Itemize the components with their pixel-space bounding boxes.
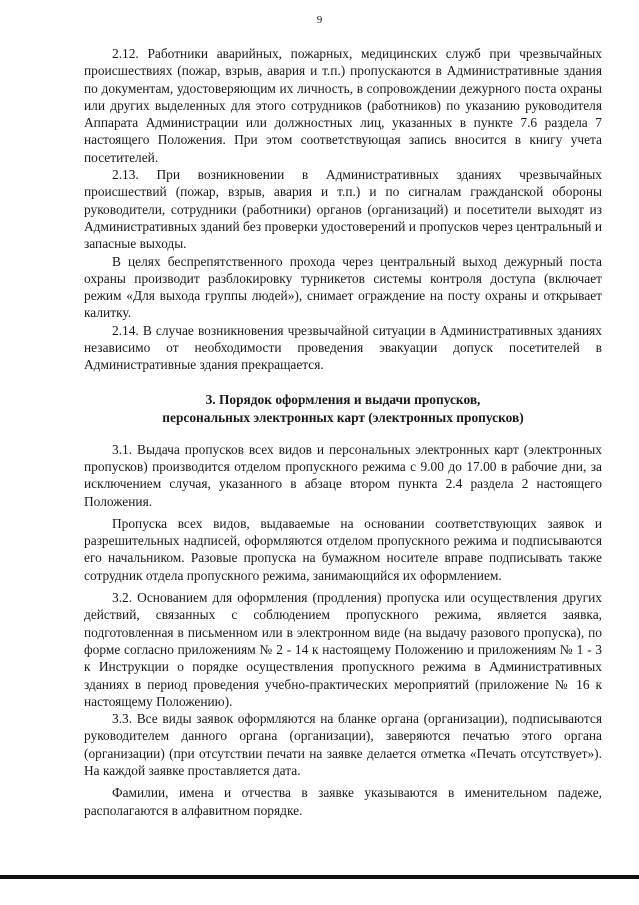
paragraph-2-13-exit: В целях беспрепятственного прохода через центральный выход дежурный поста охраны производит разблокировку турникетов системы контроля доступа (включает режим «Для выхода группы людей»), снимает ограждение на посту охраны и открывает калитку. <box>84 253 602 321</box>
paragraph-2-12: 2.12. Работники аварийных, пожарных, медицинских служб при чрезвычайных происшествиях (пожар, взрыв, авария и т.п.) пропускаются в Административные здания по документам, удостоверяющим их личность, в сопровождении дежурного поста охраны или других выделенных для этого сотрудников (работников) по указанию руководителя Аппарата Администрации или должностных лиц, указанных в пункте 7.6 раздела 7 настоящего Положения. При этом соответствующая запись вносится в книгу учета посетителей. <box>84 46 602 165</box>
paragraph-3-1-passes: Пропуска всех видов, выдаваемые на основании соответствующих заявок и разрешительных надписей, оформляются отделом пропускного режима и подписываются его начальником. Разовые пропуска на бумажном носителе вправе подписывать также сотрудник отдела пропускного режима, занимающийся их оформлением. <box>84 515 602 583</box>
paragraph-3-1: 3.1. Выдача пропусков всех видов и персональных электронных карт (электронных пропусков) производится отделом пропускного режима с 9.00 до 17.00 в рабочие дни, за исключением случая, указанного в абзаце втором пункта 2.4 раздела 2 настоящего Положения. <box>84 441 602 509</box>
paragraph-2-13: 2.13. При возникновении в Административных зданиях чрезвычайных происшествий (пожар, взрыв, авария и т.п.) и по сигналам гражданской обороны руководители, сотрудники (работники) органов (организаций) и посетители выходят из Административных зданий без проверки удостоверений и пропусков через центральный и запасные выходы. <box>84 167 602 252</box>
paragraph-2-14: 2.14. В случае возникновения чрезвычайной ситуации в Административных зданиях независимо от необходимости проведения эвакуации допуск посетителей в Административные здания прекращается. <box>84 322 602 373</box>
page-number: 9 <box>316 14 323 26</box>
document-body <box>84 45 602 819</box>
paragraph-3-3-names: Фамилии, имена и отчества в заявке указываются в именительном падеже, располагаются в алфавитном порядке. <box>84 785 602 818</box>
section-heading-line-2: персональных электронных карт (электронных пропусков) <box>162 409 524 425</box>
footer-rule <box>0 875 639 879</box>
section-heading <box>84 391 602 427</box>
paragraph-3-2: 3.2. Основанием для оформления (продления) пропуска или осуществления других действий, связанных с соблюдением пропускного режима, является заявка, подготовленная в письменном или в электронном виде (на выдачу разового пропуска), по форме согласно приложениям № 2 - 14 к настоящему Положению и приложениям № 1 - 3 к Инструкции о порядке осуществления пропускного режима в Административных зданиях в период проведения учебно-практических мероприятий (приложение № 16 к настоящему Положению). <box>84 590 602 709</box>
paragraph-3-3: 3.3. Все виды заявок оформляются на бланке органа (организации), подписываются руководителем данного органа (организации), заверяются печатью этого органа (организации) (при отсутствии печати на заявке делается отметка «Печать отсутствует»). На каждой заявке проставляется дата. <box>84 711 602 778</box>
section-heading-line-1: 3. Порядок оформления и выдачи пропусков, <box>205 391 481 407</box>
